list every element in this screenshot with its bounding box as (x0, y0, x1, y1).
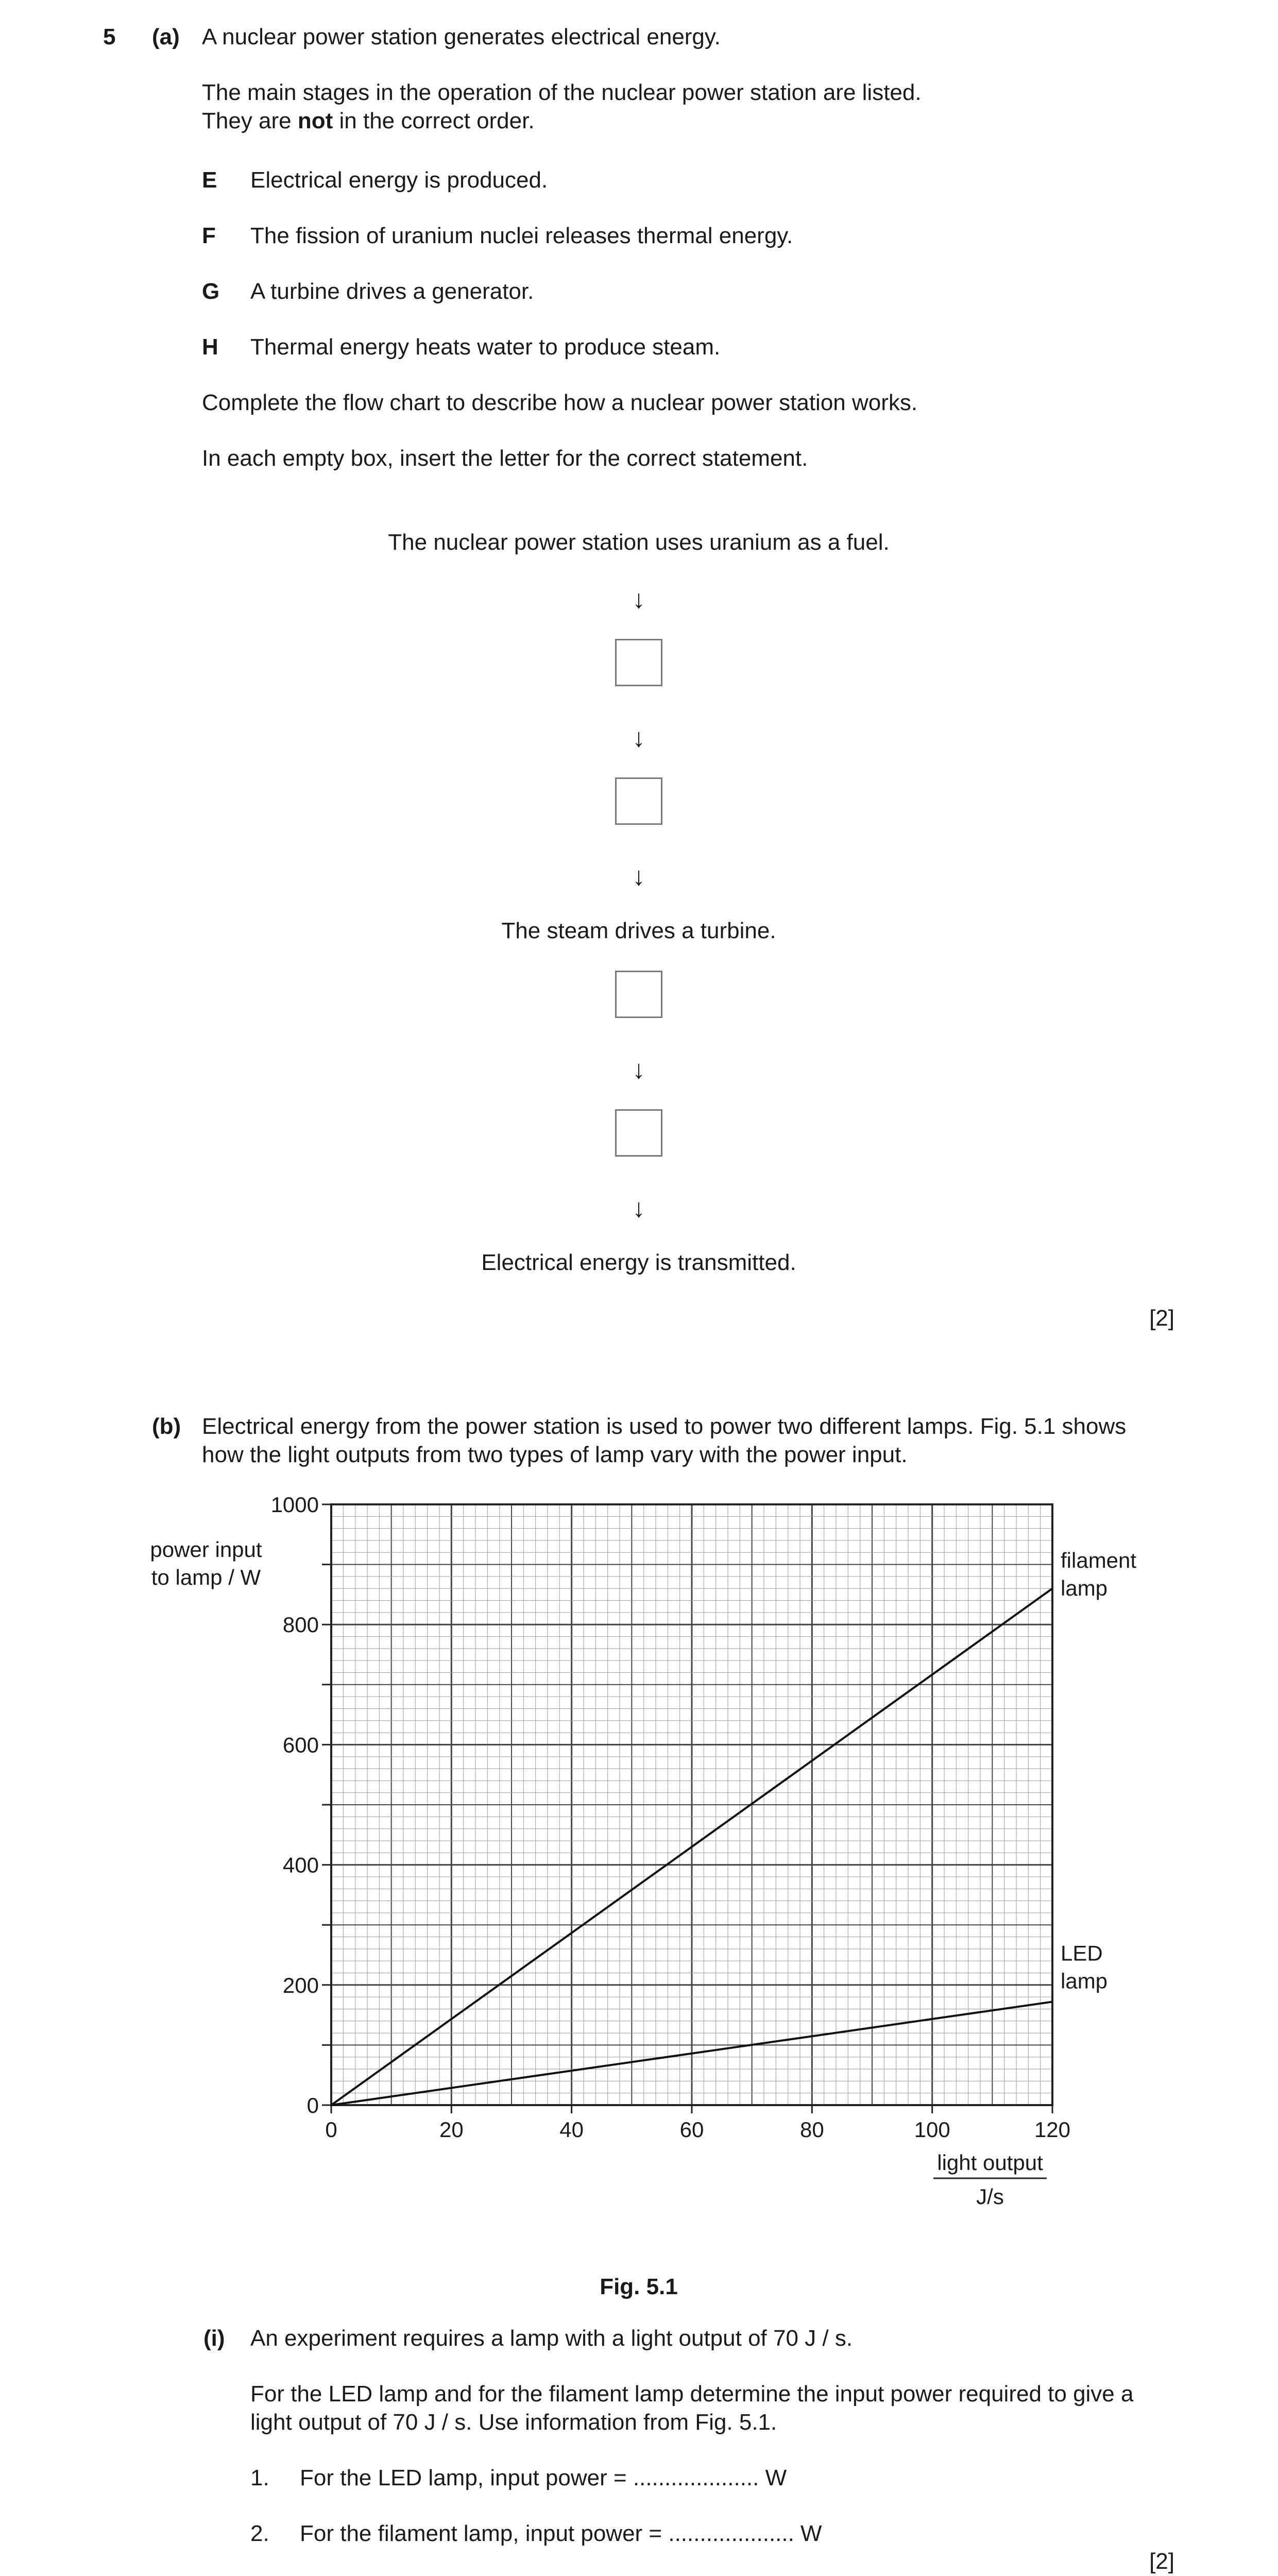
statement-letter: H (202, 334, 218, 360)
sub-i-label: (i) (203, 2326, 225, 2351)
y-tick-label: 400 (282, 1853, 319, 1877)
down-arrow-icon: ↓ (632, 723, 645, 752)
statement-letter: F (202, 223, 216, 248)
y-axis-label-line-1: power input (150, 1537, 262, 1562)
y-axis-label-line-2: to lamp / W (151, 1565, 261, 1589)
part-b-intro-line-2: how the light outputs from two types of lamp vary with the power input. (202, 1442, 908, 1467)
x-axis-label-line-1: light output (937, 2150, 1043, 2175)
y-tick-label: 200 (282, 1973, 319, 1997)
sub-i-text-2-line-2: light output of 70 J / s. Use information from Fig. 5.1. (250, 2410, 777, 2435)
x-tick-label: 100 (914, 2117, 950, 2142)
statement-text: A turbine drives a generator. (250, 279, 534, 304)
instruction-1: Complete the flow chart to describe how a nuclear power station works. (202, 390, 918, 415)
stages-line-1: The main stages in the operation of the nuclear power station are listed. (202, 80, 922, 105)
statement-text: The fission of uranium nuclei releases thermal energy. (250, 223, 793, 248)
down-arrow-icon: ↓ (632, 862, 645, 891)
part-b-intro-line-1: Electrical energy from the power station is used to power two different lamps. Fig. 5.1 shows (202, 1414, 1127, 1439)
filament-power-answer[interactable]: For the filament lamp, input power = .................... W (300, 2521, 822, 2546)
y-tick-label: 800 (282, 1613, 319, 1637)
series-label-line-2: lamp (1061, 1576, 1108, 1601)
down-arrow-icon: ↓ (632, 585, 645, 614)
series-label-line-2: lamp (1061, 1969, 1108, 1993)
answer-number: 2. (250, 2521, 269, 2546)
part-b-label: (b) (152, 1414, 181, 1439)
x-tick-label: 0 (325, 2117, 337, 2142)
question-number: 5 (103, 24, 116, 49)
x-tick-label: 20 (439, 2117, 464, 2142)
y-tick-label: 1000 (270, 1493, 319, 1517)
statement-text: Electrical energy is produced. (250, 167, 548, 193)
flow-middle: The steam drives a turbine. (501, 918, 776, 943)
sub-i-text-1: An experiment requires a lamp with a light output of 70 J / s. (250, 2326, 853, 2351)
x-tick-label: 120 (1034, 2117, 1071, 2142)
sub-i-marks: [2] (1149, 2549, 1174, 2574)
led-power-answer[interactable]: For the LED lamp, input power = .................... W (300, 2465, 787, 2490)
sub-i-text-2-line-1: For the LED lamp and for the filament lamp determine the input power required to give a (250, 2381, 1134, 2406)
stages-line-2-bold: not (297, 108, 333, 133)
statement-letter: G (202, 279, 220, 304)
figure-caption: Fig. 5.1 (600, 2274, 678, 2299)
y-tick-label: 600 (282, 1733, 319, 1757)
flow-end: Electrical energy is transmitted. (481, 1250, 796, 1275)
series-label-line-1: LED (1061, 1941, 1103, 1965)
x-tick-label: 40 (559, 2117, 584, 2142)
statement-text: Thermal energy heats water to produce steam. (250, 334, 721, 360)
answer-number: 1. (250, 2465, 269, 2490)
stages-line-2-pre: They are (202, 108, 298, 133)
y-tick-label: 0 (306, 2093, 319, 2117)
part-a-intro: A nuclear power station generates electrical energy. (202, 24, 721, 49)
part-a-label: (a) (152, 24, 180, 49)
down-arrow-icon: ↓ (632, 1055, 645, 1084)
statement-letter: E (202, 167, 217, 193)
part-a-marks: [2] (1149, 1306, 1174, 1331)
stages-line-2-post: in the correct order. (333, 108, 535, 133)
x-axis-label-line-2: J/s (976, 2184, 1004, 2209)
x-tick-label: 60 (679, 2117, 704, 2142)
instruction-2: In each empty box, insert the letter for the correct statement. (202, 446, 808, 471)
down-arrow-icon: ↓ (632, 1194, 645, 1223)
flow-start: The nuclear power station uses uranium as a fuel. (388, 530, 890, 555)
x-tick-label: 80 (799, 2117, 824, 2142)
series-label-line-1: filament (1061, 1548, 1137, 1573)
